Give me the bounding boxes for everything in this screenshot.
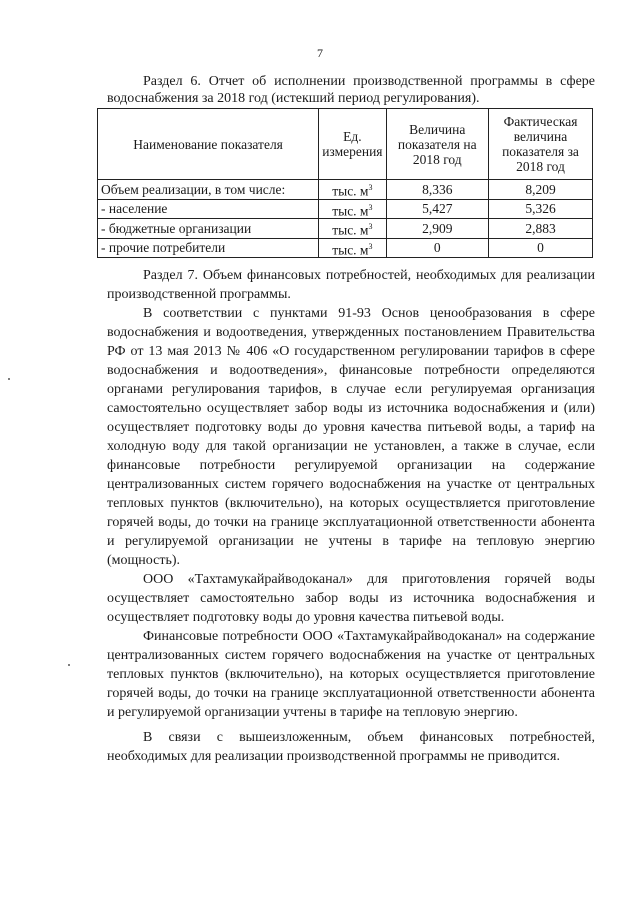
row-planned: 8,336 <box>386 180 489 200</box>
row-actual: 0 <box>489 238 593 258</box>
row-name: - население <box>98 199 319 219</box>
table-row <box>98 180 593 200</box>
row-unit: тыс. $м^3$ <box>319 180 386 200</box>
section-6-title-text: Раздел 6. Отчет об исполнении производственной программы в сфере водоснабжения за 2018 год (истекший период регулирования). <box>107 74 595 106</box>
row-actual: 2,883 <box>489 219 593 239</box>
section-7-body <box>107 266 595 766</box>
row-planned: 5,427 <box>386 199 489 219</box>
paragraph-hot-water-preparation: ООО «Тахтамукайрайводоканал» для приготовления горячей воды осуществляет самостоятельно забор воды из источника водоснабжения и осуществляет подготовку воды до уровня качества питьевой воды. <box>107 572 595 625</box>
section-6-title <box>107 73 595 107</box>
row-unit: тыс. $м^3$ <box>319 238 386 258</box>
header-actual-value: Фактическая величина показателя за 2018 год <box>489 109 593 180</box>
section-7-title: Раздел 7. Объем финансовых потребностей, необходимых для реализации производственной программы. <box>107 268 595 302</box>
row-actual: 5,326 <box>489 199 593 219</box>
paragraph-pricing-basis: В соответствии с пунктами 91-93 Основ ценообразования в сфере водоснабжения и водоотведения, утвержденных постановлением Правительства РФ от 13 мая 2013 № 406 «О государственном регулировании тарифов в сфере водоснабжения и водоотведения», финансовые потребности определяются органами регулирования тарифов, в случае если регулируемая организация самостоятельно осуществляет забор воды из источника водоснабжения и (или) осуществляет подготовку воды до уровня качества питьевой воды, а тариф на холодную воду для такой организации не установлен, а также в случае, если финансовые потребности регулируемой организации на содержание централизованных систем горячего водоснабжения на участке от центральных тепловых пунктов (включительно), на которых осуществляется приготовление горячей воды, до точки на границе эксплуатационной ответственности абонента и регулируемой организации не учтены в тарифе на тепловую энергию (мощность). <box>107 306 595 568</box>
row-planned: 0 <box>386 238 489 258</box>
row-unit: тыс. $м^3$ <box>319 219 386 239</box>
scan-speck <box>68 664 70 666</box>
row-unit: тыс. $м^3$ <box>319 199 386 219</box>
page-number: 7 <box>317 46 323 60</box>
table-row <box>98 219 593 239</box>
paragraph-financial-needs: Финансовые потребности ООО «Тахтамукайрайводоканал» на содержание централизованных систем горячего водоснабжения на участке от центральных тепловых пунктов (включительно), на которых осуществляется приготовление горячей воды, до точки на границе эксплуатационной ответственности абонента и регулируемой организации учтены в тарифе на тепловую энергию. <box>107 629 595 720</box>
header-indicator-name: Наименование показателя <box>98 109 319 180</box>
table-header-row <box>98 109 593 180</box>
row-name: Объем реализации, в том числе: <box>98 180 319 200</box>
row-actual: 8,209 <box>489 180 593 200</box>
header-unit: Ед. измерения <box>319 109 386 180</box>
water-supply-report-table <box>97 108 593 258</box>
row-planned: 2,909 <box>386 219 489 239</box>
row-name: - бюджетные организации <box>98 219 319 239</box>
paragraph-conclusion: В связи с вышеизложенным, объем финансовых потребностей, необходимых для реализации производственной программы не приводится. <box>107 730 595 764</box>
scan-speck <box>8 378 10 380</box>
header-planned-value: Величина показателя на 2018 год <box>386 109 489 180</box>
table-row <box>98 238 593 258</box>
table-row <box>98 199 593 219</box>
row-name: - прочие потребители <box>98 238 319 258</box>
